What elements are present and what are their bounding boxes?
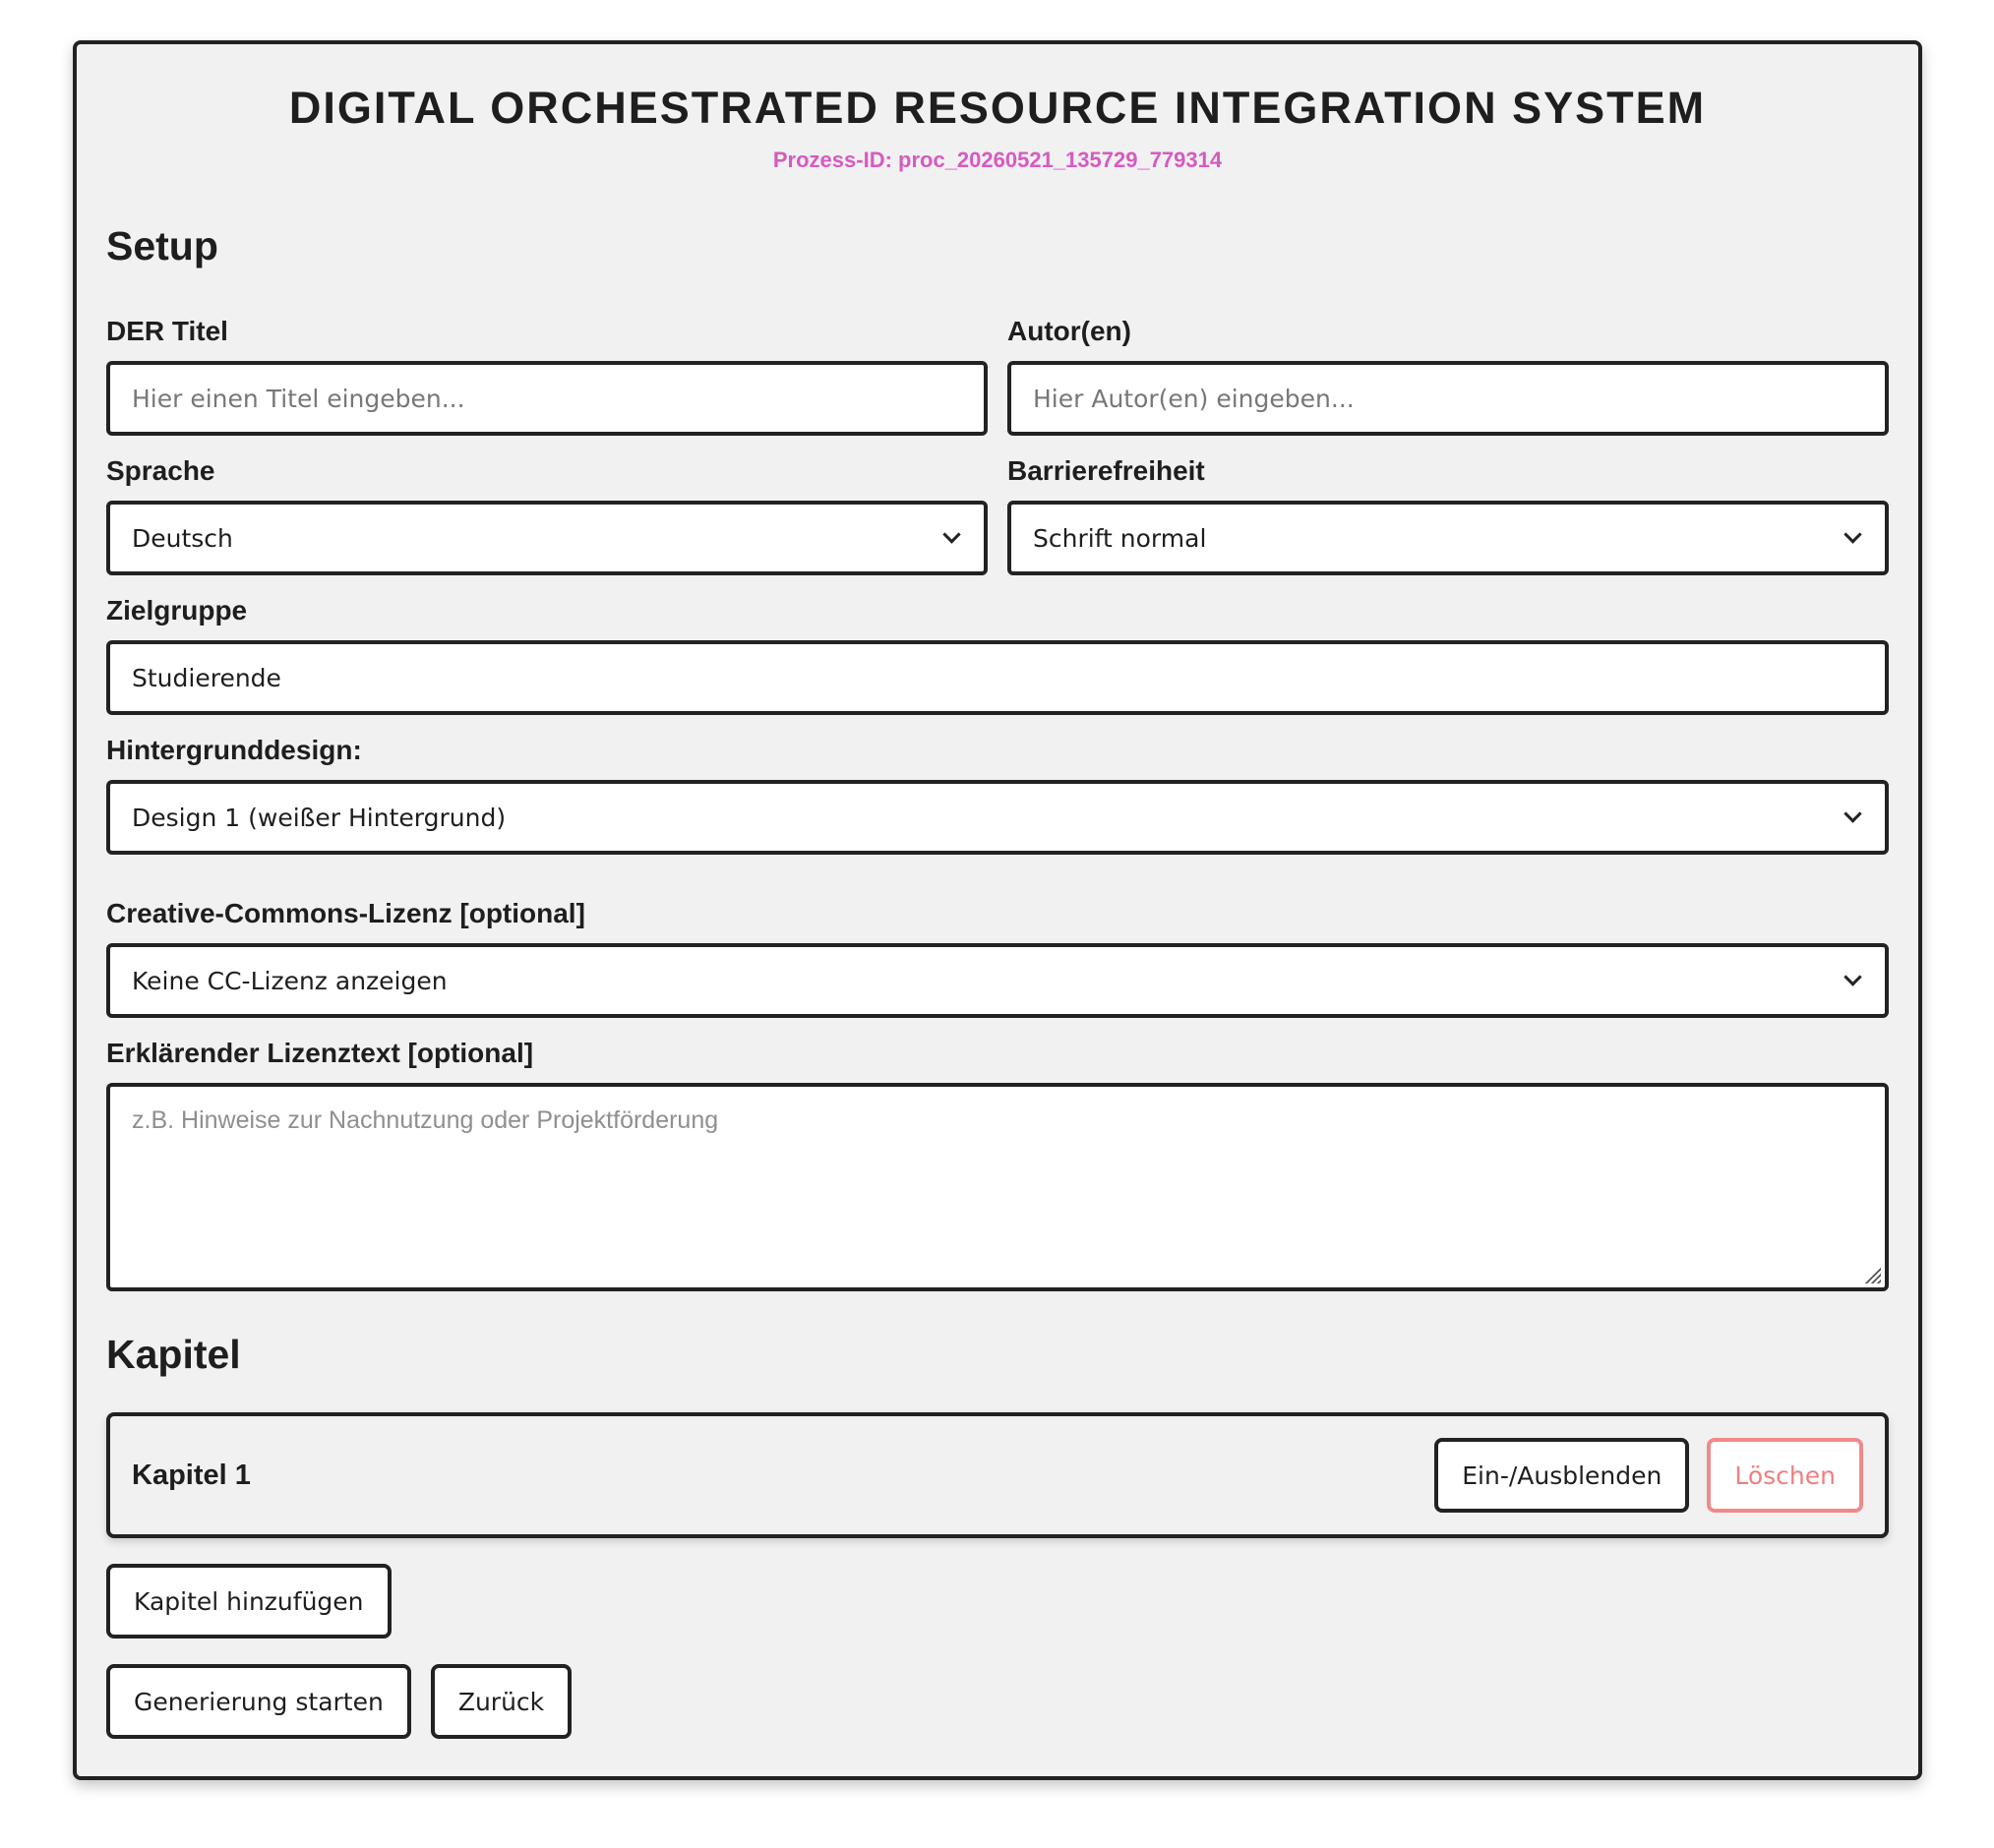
audience-label: Zielgruppe: [106, 595, 248, 626]
field-accessibility: [1007, 457, 1889, 575]
chapter-card: [106, 1412, 1889, 1538]
author-input[interactable]: [1033, 385, 1863, 413]
cc-license-select-value: Keine CC-Lizenz anzeigen: [132, 966, 448, 995]
app-title: DIGITAL ORCHESTRATED RESOURCE INTEGRATION SYSTEM: [288, 83, 1707, 133]
title-input[interactable]: [132, 385, 962, 413]
action-row: [106, 1664, 1889, 1739]
field-author: [1007, 318, 1889, 436]
language-select-value: Deutsch: [132, 523, 233, 553]
main-panel: [73, 40, 1922, 1780]
cc-license-select[interactable]: [106, 943, 1889, 1018]
chevron-down-icon: [1843, 525, 1861, 543]
field-license-text: [106, 1040, 1889, 1291]
cc-license-label: Creative-Commons-Lizenz [optional]: [106, 898, 585, 928]
add-chapter-button[interactable]: Kapitel hinzufügen: [106, 1564, 392, 1639]
row-title-author: [106, 318, 1889, 436]
toggle-chapter-button[interactable]: Ein-/Ausblenden: [1434, 1438, 1689, 1513]
add-chapter-row: [106, 1564, 1889, 1639]
accessibility-label: Barrierefreiheit: [1007, 455, 1205, 486]
license-text-textarea[interactable]: [132, 1106, 1863, 1268]
background-design-label: Hintergrunddesign:: [106, 735, 362, 765]
resize-handle-icon[interactable]: [1863, 1266, 1881, 1283]
audience-input-box[interactable]: [106, 640, 1889, 715]
title-label: DER Titel: [106, 316, 228, 346]
section-title-chapters: Kapitel: [106, 1332, 241, 1377]
field-title: [106, 318, 988, 436]
field-language: [106, 457, 988, 575]
background-design-select[interactable]: [106, 780, 1889, 855]
field-audience: [106, 597, 1889, 715]
language-select[interactable]: [106, 501, 988, 575]
background-design-select-value: Design 1 (weißer Hintergrund): [132, 803, 507, 832]
chevron-down-icon: [1843, 968, 1861, 985]
field-cc-license: [106, 900, 1889, 1018]
back-button[interactable]: Zurück: [431, 1664, 572, 1739]
accessibility-select-value: Schrift normal: [1033, 523, 1207, 553]
author-label: Autor(en): [1007, 316, 1131, 346]
field-background-design: [106, 737, 1889, 855]
accessibility-select[interactable]: [1007, 501, 1889, 575]
process-id: Prozess-ID: proc_20260521_135729_779314: [772, 148, 1223, 172]
language-label: Sprache: [106, 455, 215, 486]
section-title-setup: Setup: [106, 223, 218, 268]
chapter-actions: [1434, 1438, 1863, 1513]
start-generation-button[interactable]: Generierung starten: [106, 1664, 411, 1739]
license-text-label: Erklärender Lizenztext [optional]: [106, 1038, 534, 1068]
delete-chapter-button[interactable]: Löschen: [1707, 1438, 1863, 1513]
row-language-accessibility: [106, 457, 1889, 575]
chevron-down-icon: [1843, 805, 1861, 822]
audience-input[interactable]: [132, 664, 1863, 692]
chapter-name: Kapitel 1: [132, 1459, 251, 1491]
title-input-box[interactable]: [106, 361, 988, 436]
chevron-down-icon: [942, 525, 960, 543]
license-text-box[interactable]: [106, 1083, 1889, 1291]
author-input-box[interactable]: [1007, 361, 1889, 436]
